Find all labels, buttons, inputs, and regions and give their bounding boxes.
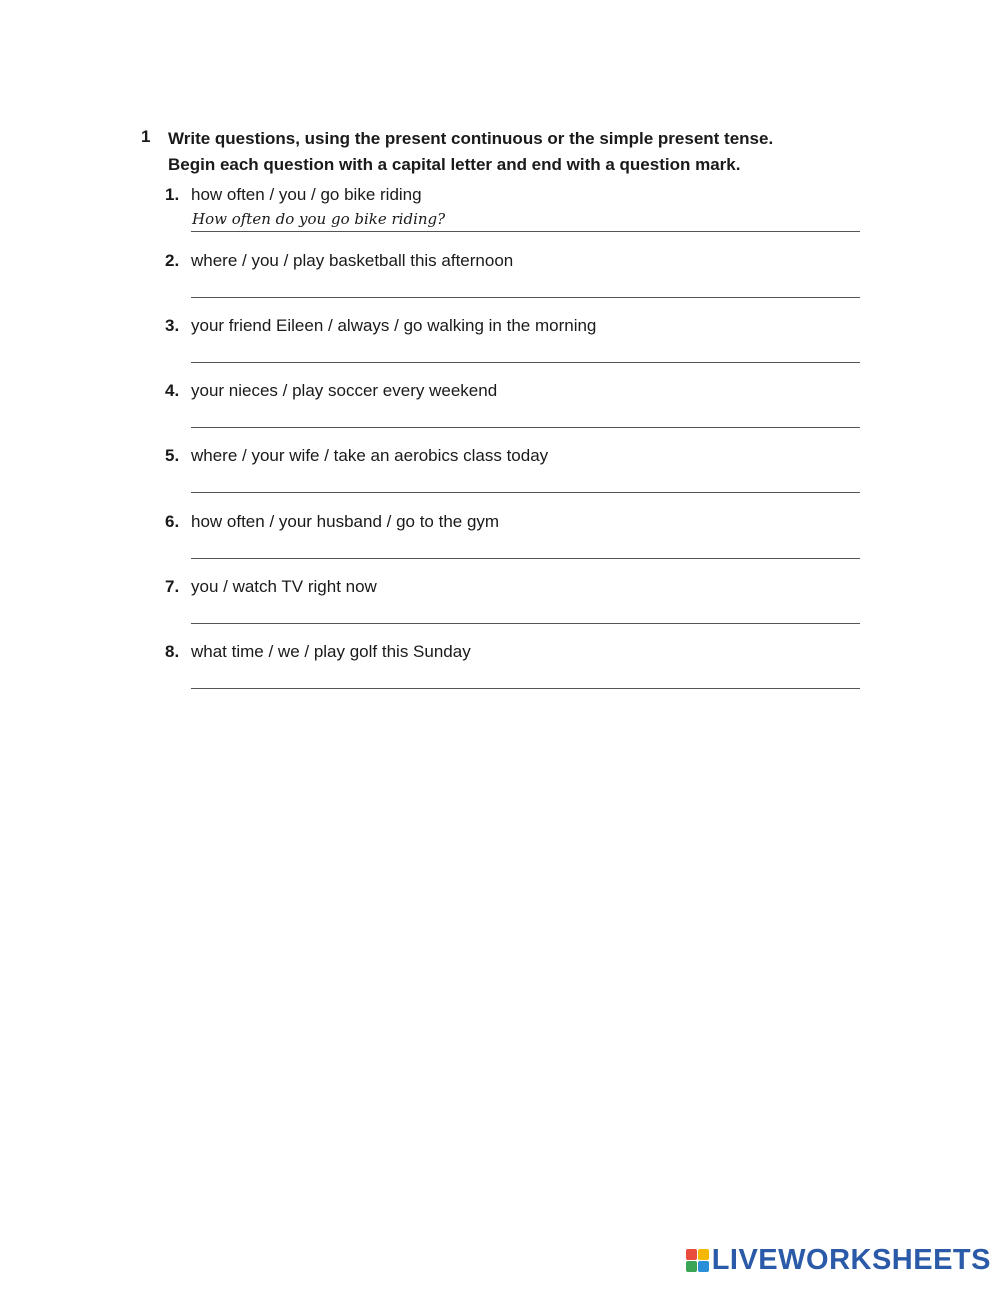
liveworksheets-logo-icon [686, 1249, 709, 1272]
question-prompt: where / your wife / take an aerobics class today [191, 446, 549, 465]
answer-line [191, 297, 860, 298]
exercise-instructions [168, 126, 773, 178]
question-number: 4. [165, 381, 180, 400]
question-item [165, 446, 865, 511]
question-item [165, 316, 865, 381]
question-prompt: you / watch TV right now [191, 577, 377, 596]
question-item [165, 381, 865, 446]
question-number: 1. [165, 185, 180, 204]
question-item [165, 251, 865, 316]
question-number: 3. [165, 316, 180, 335]
liveworksheets-logo [686, 1245, 991, 1275]
answer-line [191, 623, 860, 624]
question-number: 6. [165, 512, 180, 531]
answer-line [191, 231, 860, 232]
question-prompt: your nieces / play soccer every weekend [191, 381, 498, 400]
question-prompt: how often / your husband / go to the gym [191, 512, 500, 531]
answer-line [191, 688, 860, 689]
question-prompt: what time / we / play golf this Sunday [191, 642, 471, 661]
question-prompt: your friend Eileen / always / go walking in the morning [191, 316, 597, 335]
question-item [165, 577, 865, 642]
question-item [165, 185, 865, 250]
instruction-line: Begin each question with a capital letter and end with a question mark. [168, 155, 741, 174]
question-number: 2. [165, 251, 180, 270]
answer-line [191, 362, 860, 363]
question-number: 7. [165, 577, 180, 596]
question-number: 5. [165, 446, 180, 465]
question-prompt: how often / you / go bike riding [191, 185, 422, 204]
answer-line [191, 558, 860, 559]
answer-line [191, 492, 860, 493]
exercise-number: 1 [141, 127, 151, 146]
question-prompt: where / you / play basketball this afternoon [191, 251, 514, 270]
instruction-line: Write questions, using the present continuous or the simple present tense. [168, 129, 774, 148]
logo-text: LIVEWORKSHEETS [711, 1244, 991, 1276]
question-number: 8. [165, 642, 180, 661]
answer-input[interactable]: How often do you go bike riding? [192, 210, 446, 228]
question-item [165, 642, 865, 707]
question-item [165, 512, 865, 577]
answer-line [191, 427, 860, 428]
